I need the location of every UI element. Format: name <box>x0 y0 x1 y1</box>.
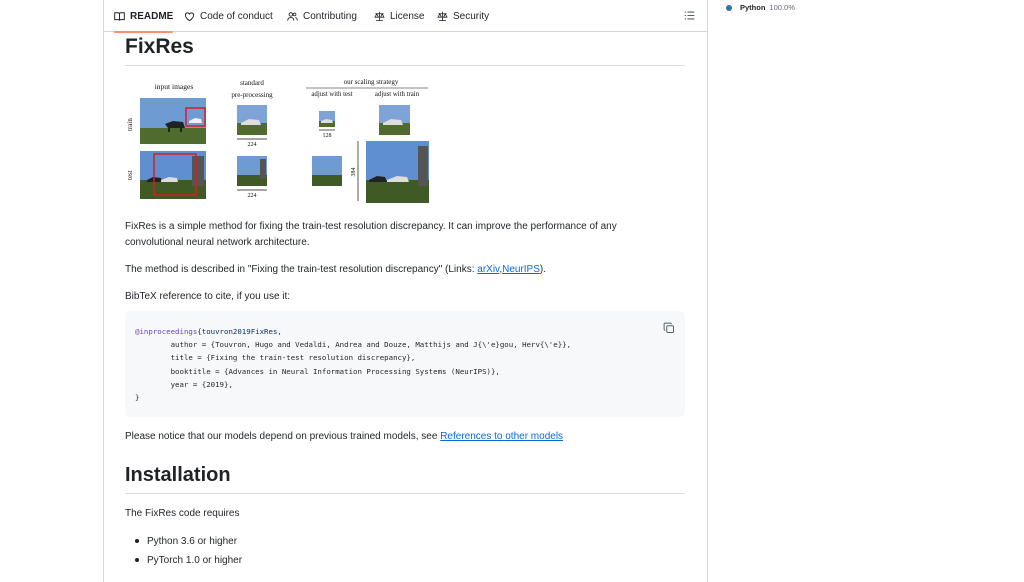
law-icon <box>374 11 385 22</box>
code-author: author = {Touvron, Hugo and Vedaldi, Andrea and Douze, Matthijs and J{\'e}gou, Herv{\'e}}, <box>135 340 572 350</box>
language-color-dot <box>726 5 732 11</box>
intro-line-2: convolutional neural network architecture. <box>125 237 310 248</box>
figure-dim-224b: 224 <box>247 193 257 199</box>
test-standard-image <box>237 156 267 186</box>
notice-paragraph <box>125 429 685 445</box>
figure-row-train: train <box>126 118 134 131</box>
intro-line-1: FixRes is a simple method for fixing the train-test resolution discrepancy. It can improve the performance of any <box>125 221 617 232</box>
notice-text: Please notice that our models depend on previous trained models, see <box>125 431 441 442</box>
train-input-image <box>140 98 206 144</box>
requirements-list <box>125 532 242 570</box>
figure-label-standard: standard <box>240 79 264 87</box>
heart-icon <box>184 11 195 22</box>
intro-paragraph <box>125 219 685 251</box>
tab-label: Code of conduct <box>200 10 273 22</box>
link-separator: , <box>499 264 503 275</box>
code-close: } <box>135 393 140 403</box>
tab-security[interactable] <box>437 0 489 32</box>
fixres-figure <box>125 76 435 206</box>
figure-row-test: test <box>126 170 134 180</box>
tab-contributing[interactable] <box>287 0 357 32</box>
figure-label-preprocessing: pre-processing <box>231 91 273 99</box>
readme-tabs <box>104 0 707 32</box>
test-adjust-test-image <box>312 156 342 186</box>
method-paragraph <box>125 262 685 278</box>
book-icon <box>114 11 125 22</box>
figure-dim-224a: 224 <box>247 142 257 148</box>
outline-list-icon[interactable] <box>684 10 695 21</box>
train-adjust-test-image <box>319 111 335 127</box>
tab-label: Security <box>453 10 490 22</box>
language-name: Python <box>740 3 766 12</box>
test-adjust-train-image <box>366 141 429 203</box>
figure-dim-128: 128 <box>322 133 332 139</box>
figure-label-input: input images <box>154 82 194 91</box>
arxiv-link[interactable]: arXiv <box>477 264 500 275</box>
installation-heading: Installation <box>125 462 685 494</box>
method-text: The method is described in "Fixing the train-test resolution discrepancy" (Links: <box>125 264 478 275</box>
code-booktitle: booktitle = {Advances in Neural Information Processing Systems (NeurIPS)}, <box>135 366 500 376</box>
neurips-link[interactable]: NeurIPS <box>502 264 540 275</box>
language-percent: 100.0% <box>769 3 795 12</box>
bibtex-code-block: @inproceedings{touvron2019FixRes, author = {Touvron, Hugo and Vedaldi, Andrea and Douze, Matthijs and J{\'e}gou, Herv{\'e}}, title = {Fixing the train-test resolution discrepancy}, booktitle = {Advances in Neural Information Processing Systems (NeurIPS)}, year = {2019}, } <box>125 311 685 417</box>
tab-code-of-conduct[interactable] <box>184 0 273 32</box>
language-stat[interactable] <box>726 3 795 12</box>
tab-label: License <box>390 10 425 22</box>
figure-label-adjust-test: adjust with test <box>311 91 353 98</box>
tab-label: README <box>130 10 174 22</box>
figure-label-strategy: our scaling strategy <box>343 78 399 86</box>
code-title: title = {Fixing the train-test resolution discrepancy}, <box>135 353 416 363</box>
people-icon <box>287 11 298 22</box>
code-entry-type: @inproceedings <box>135 327 198 336</box>
train-adjust-train-image <box>379 105 410 135</box>
law-icon <box>437 11 448 22</box>
test-input-image <box>140 151 206 199</box>
readme-title: FixRes <box>125 34 685 66</box>
figure-dim-384: 384 <box>351 167 357 177</box>
tab-license[interactable] <box>374 0 424 32</box>
figure-label-adjust-train: adjust with train <box>374 91 420 98</box>
tab-label: Contributing <box>303 10 357 22</box>
method-end: ). <box>539 264 546 275</box>
readme-panel <box>103 0 708 582</box>
list-item: PyTorch 1.0 or higher <box>125 551 242 570</box>
train-standard-image <box>237 105 267 135</box>
bibtex-intro: BibTeX reference to cite, if you use it: <box>125 291 291 302</box>
code-key: touvron2019FixRes <box>201 327 278 336</box>
install-intro: The FixRes code requires <box>125 508 240 519</box>
list-item: Python 3.6 or higher <box>125 532 242 551</box>
references-link[interactable]: References to other models <box>440 431 564 442</box>
tab-readme[interactable] <box>114 0 173 32</box>
copy-icon[interactable] <box>663 322 675 334</box>
code-year: year = {2019}, <box>135 379 233 389</box>
